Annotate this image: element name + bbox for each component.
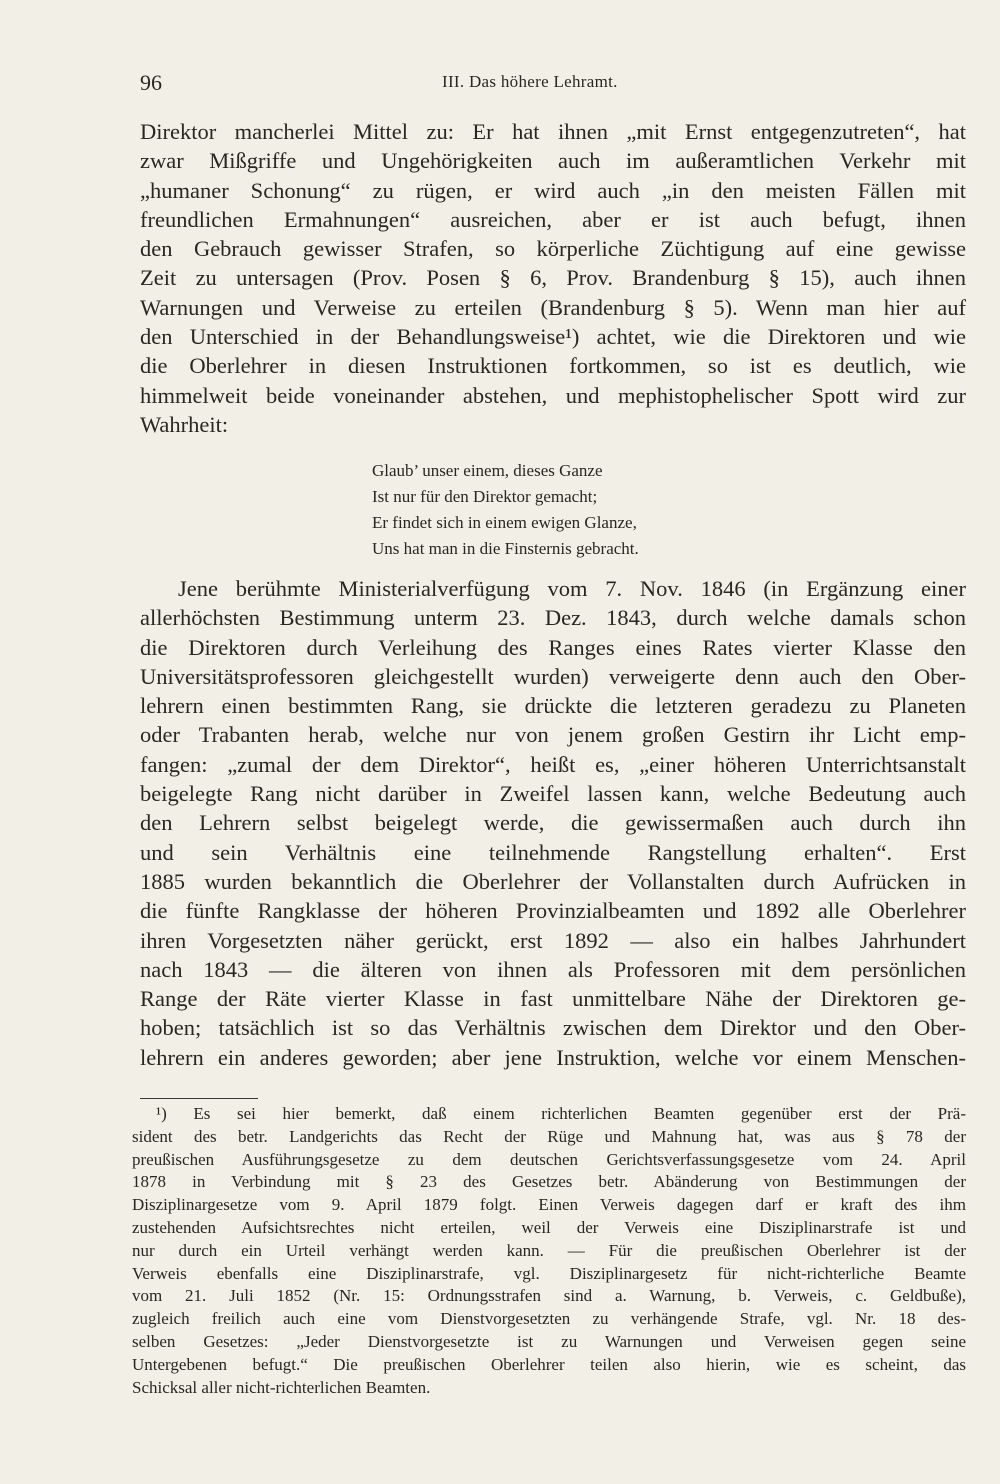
text-line: den Lehrern selbst beigelegt werde, die gewissermaßen auch durch ihn: [140, 810, 966, 836]
text-line: fangen: „zumal der dem Direktor“, heißt es, „einer höheren Unterrichtsanstalt: [140, 751, 966, 777]
footnote-line: vom 21. Juli 1852 (Nr. 15: Ordnungsstrafen sind a. Warnung, b. Verweis, c. Geldbuße),: [132, 1286, 966, 1306]
poem-line: Er findet sich in einem ewigen Glanze,: [372, 513, 637, 532]
poem-line: Ist nur für den Direktor gemacht;: [372, 487, 598, 506]
footnote-line: sident des betr. Landgerichts das Recht der Rüge und Mahnung hat, was aus § 78 der: [132, 1126, 966, 1146]
text-line: den Gebrauch gewisser Strafen, so körperliche Züchtigung auf eine gewisse: [140, 236, 966, 262]
text-line: Range der Räte vierter Klasse in fast unmittelbare Nähe der Direktoren ge-: [140, 986, 966, 1012]
text-line: Jene berühmte Ministerialverfügung vom 7. Nov. 1846 (in Ergänzung einer: [178, 576, 966, 601]
footnote-line: zustehenden Aufsichtsrechtes nicht erteilen, weil der Verweis eine Disziplinarstrafe ist und: [132, 1217, 966, 1237]
text-line: Universitätsprofessoren gleichgestellt wurden) verweigerte denn auch den Ober-: [140, 663, 966, 689]
footnote: [132, 1103, 966, 1399]
text-line: lehrern einen bestimmten Rang, sie drückte die letzteren geradezu zu Planeten: [140, 693, 966, 719]
footnote-line: Untergebenen befugt.“ Die preußischen Oberlehrer teilen also hierin, wie es scheint, das: [132, 1354, 966, 1374]
page-header: [140, 70, 966, 96]
text-line: und sein Verhältnis eine teilnehmende Rangstellung erhalten“. Erst: [140, 839, 966, 865]
text-line: hoben; tatsächlich ist so das Verhältnis zwischen dem Direktor und den Ober-: [140, 1015, 966, 1041]
text-line: zwar Mißgriffe und Ungehörigkeiten auch im außeramtlichen Verkehr mit: [140, 148, 966, 174]
footnote-line: zugleich freilich auch eine vom Dienstvorgesetzten zu verhängende Strafe, vgl. Nr. 18 des-: [132, 1309, 966, 1329]
poem-line: Uns hat man in die Finsternis gebracht.: [372, 539, 639, 558]
paragraph-2: [140, 574, 966, 1072]
poem-quote: [372, 458, 732, 562]
text-line: nach 1843 — die älteren von ihnen als Professoren mit dem persönlichen: [140, 956, 966, 982]
text-line: Wahrheit:: [140, 411, 229, 437]
footnote-line: preußischen Ausführungsgesetze zu dem deutschen Gerichtsverfassungsgesetze vom 24. April: [132, 1149, 966, 1169]
text-line: beigelegte Rang nicht darüber in Zweifel lassen kann, welche Bedeutung auch: [140, 781, 966, 807]
text-line: Direktor mancherlei Mittel zu: Er hat ihnen „mit Ernst entgegenzutreten“, hat: [140, 119, 966, 144]
text-line: himmelweit beide voneinander abstehen, und mephistophelischer Spott wird zur: [140, 382, 966, 408]
footnote-line: Disziplinargesetze vom 9. April 1879 folgt. Einen Verweis dagegen darf er kraft des ihm: [132, 1195, 966, 1215]
text-line: den Unterschied in der Behandlungsweise¹) achtet, wie die Direktoren und wie: [140, 324, 966, 350]
text-line: oder Trabanten herab, welche nur von jenem großen Gestirn ihr Licht emp-: [140, 722, 966, 748]
text-line: die Direktoren durch Verleihung des Ranges eines Rates vierter Klasse den: [140, 634, 966, 660]
footnote-line: selben Gesetzes: „Jeder Dienstvorgesetzte ist zu Warnungen und Verweisen gegen seine: [132, 1331, 966, 1351]
text-line: die fünfte Rangklasse der höheren Provinzialbeamten und 1892 alle Oberlehrer: [140, 898, 966, 924]
text-line: 1885 wurden bekanntlich die Oberlehrer der Vollanstalten durch Aufrücken in: [140, 868, 966, 894]
text-line: lehrern ein anderes geworden; aber jene Instruktion, welche vor einem Menschen-: [140, 1044, 966, 1070]
text-line: freundlichen Ermahnungen“ ausreichen, aber er ist auch befugt, ihnen: [140, 206, 966, 232]
text-line: „humaner Schonung“ zu rügen, er wird auch „in den meisten Fällen mit: [140, 177, 966, 203]
footnote-line: Schicksal aller nicht-richterlichen Beamten.: [132, 1377, 431, 1397]
footnote-line: 1878 in Verbindung mit § 23 des Gesetzes betr. Abänderung von Bestimmungen der: [132, 1172, 966, 1192]
text-line: ihren Vorgesetzten näher gerückt, erst 1892 — also ein halbes Jahrhundert: [140, 927, 966, 953]
footnote-line: ¹) Es sei hier bemerkt, daß einem richterlichen Beamten gegenüber erst der Prä-: [156, 1104, 966, 1123]
footnote-divider: [140, 1098, 258, 1099]
text-line: die Oberlehrer in diesen Instruktionen fortkommen, so ist es deutlich, wie: [140, 353, 966, 379]
page-number: 96: [140, 70, 162, 95]
footnote-line: nur durch ein Urteil verhängt werden kann. — Für die preußischen Oberlehrer ist der: [132, 1240, 966, 1260]
poem-line: Glaub’ unser einem, dieses Ganze: [372, 461, 603, 480]
text-line: Warnungen und Verweise zu erteilen (Brandenburg § 5). Wenn man hier auf: [140, 294, 966, 320]
running-title: III. Das höhere Lehramt.: [442, 72, 618, 91]
text-line: Zeit zu untersagen (Prov. Posen § 6, Prov. Brandenburg § 15), auch ihnen: [140, 265, 966, 291]
paragraph-1: [140, 117, 966, 439]
footnote-line: Verweis ebenfalls eine Disziplinarstrafe, vgl. Disziplinargesetz für nicht-richterliche Beamte: [132, 1263, 966, 1283]
text-line: allerhöchsten Bestimmung unterm 23. Dez. 1843, durch welche damals schon: [140, 605, 966, 631]
